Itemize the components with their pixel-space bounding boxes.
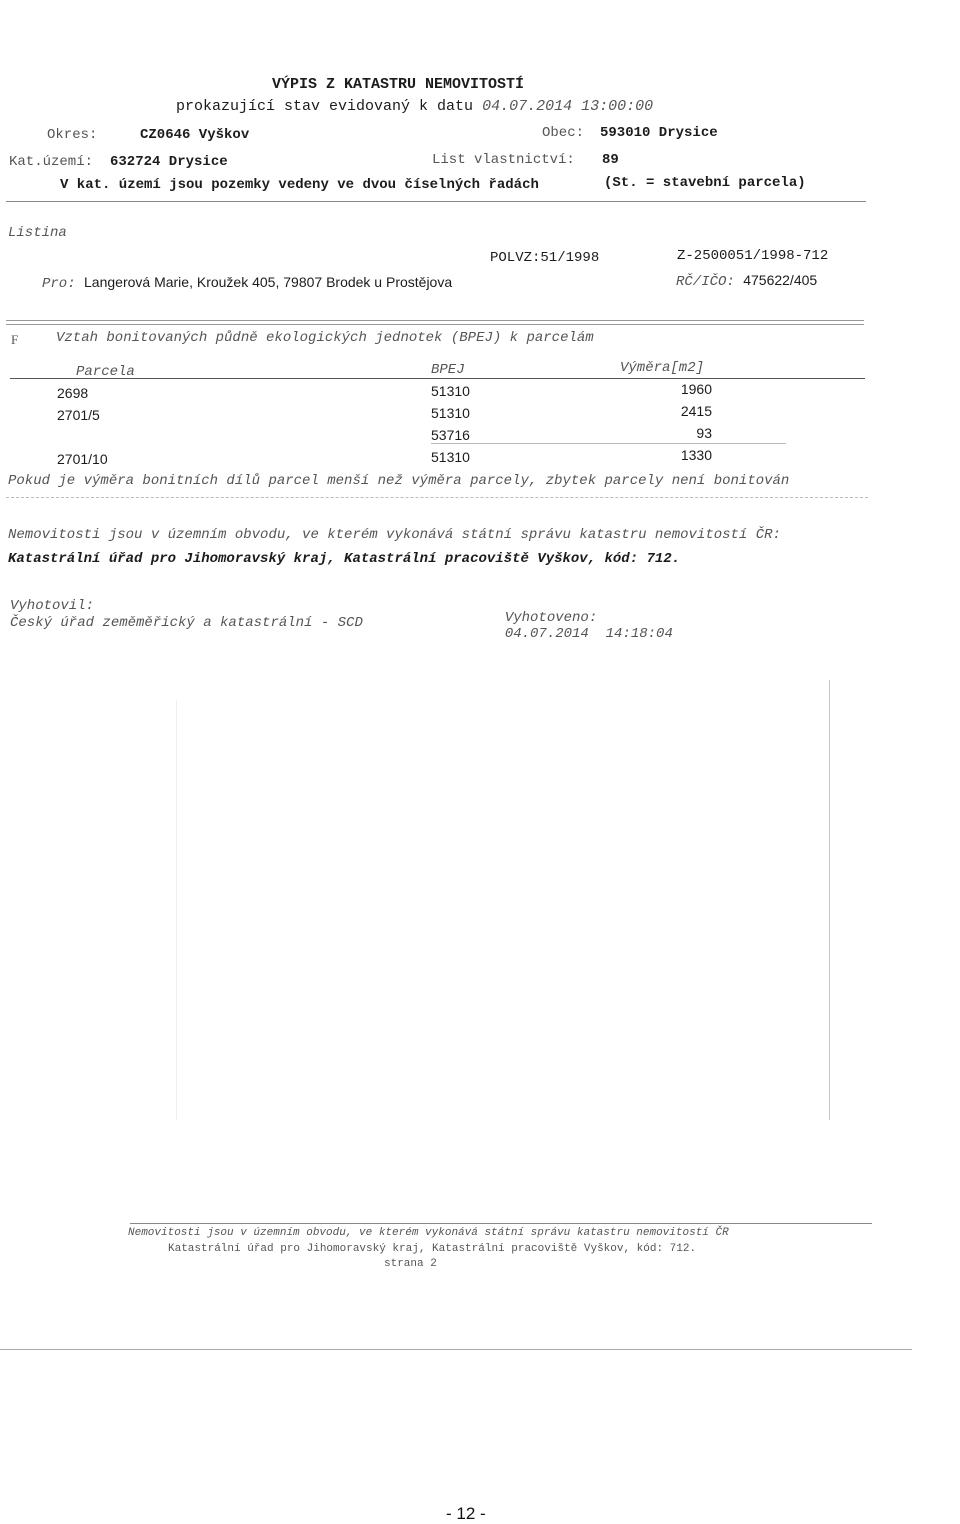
scan-mark-left (176, 700, 177, 1120)
issued-on-value: 04.07.2014 14:18:04 (504, 626, 673, 642)
pro-line (42, 274, 452, 292)
issued-on (488, 594, 673, 642)
okres-value: CZ0646 Vyškov (140, 127, 250, 143)
issued-by-value: Český úřad zeměměřický a katastrální - SCD (10, 615, 363, 631)
table-row-1-bpej: 51310 (431, 383, 470, 399)
section-divider-top (6, 320, 864, 321)
footer-page-label: strana 2 (384, 1258, 437, 1270)
rc-value: 475622/405 (743, 272, 818, 288)
issued-by-label: Vyhotovil: (10, 598, 95, 614)
pro-label: Pro: (42, 276, 76, 292)
numbering-note: V kat. území jsou pozemky vedeny ve dvou číselných řadách (60, 177, 539, 193)
table-header-line (10, 378, 865, 379)
z-number: Z-2500051/1998-712 (677, 248, 829, 264)
katuzemi-label: Kat.území: (9, 154, 94, 170)
table-row-4-vymera: 1330 (680, 447, 712, 463)
table-row-3-bpej: 53716 (431, 427, 470, 443)
authority-line2: Katastrální úřad pro Jihomoravský kraj, Katastrální pracoviště Vyškov, kód: 712. (8, 551, 681, 567)
lv-label: List vlastnictví: (432, 152, 575, 168)
pro-value: Langerová Marie, Kroužek 405, 79807 Brodek u Prostějova (84, 274, 453, 290)
page-bottom-line (0, 1349, 912, 1350)
section-divider-bottom (6, 324, 864, 325)
subtitle-datetime: 04.07.2014 13:00:00 (482, 98, 654, 115)
column-vymera: Výměra[m2] (620, 360, 705, 376)
bonitace-note: Pokud je výměra bonitních dílů parcel menší než výměra parcely, zbytek parcely není bonitován (8, 473, 790, 489)
section-letter: F (11, 332, 19, 347)
table-row-2-bpej: 51310 (431, 405, 470, 421)
subtotal-line (431, 443, 786, 444)
page-number: - 12 - (446, 1504, 486, 1523)
table-row-3-vymera: 93 (696, 425, 712, 441)
header-divider (6, 201, 866, 202)
polvz-number: POLVZ:51/1998 (490, 250, 600, 266)
table-row-1-vymera: 1960 (680, 381, 712, 397)
rc-line (676, 272, 817, 290)
column-parcela: Parcela (76, 364, 135, 380)
note-divider (6, 497, 868, 498)
footer-divider (130, 1223, 872, 1224)
document-title: VÝPIS Z KATASTRU NEMOVITOSTÍ (272, 76, 525, 93)
obec-label: Obec: (542, 125, 585, 141)
rc-label: RČ/IČO: (676, 274, 735, 290)
section-title: Vztah bonitovaných půdně ekologických jednotek (BPEJ) k parcelám (56, 330, 594, 346)
scan-mark-right (829, 680, 830, 1120)
footer-line1: Nemovitosti jsou v územním obvodu, ve kterém vykonává státní správu katastru nemovitostí ČR (128, 1227, 729, 1239)
okres-label: Okres: (47, 127, 98, 143)
subtitle (176, 98, 653, 115)
column-bpej: BPEJ (431, 362, 465, 378)
table-row-4-bpej: 51310 (431, 449, 470, 465)
lv-value: 89 (602, 152, 619, 168)
table-row-2-parcela: 2701/5 (57, 407, 100, 423)
authority-line1: Nemovitosti jsou v územním obvodu, ve kterém vykonává státní správu katastru nemovitostí ČR: (8, 527, 781, 543)
issued-on-label: Vyhotoveno: (504, 610, 598, 626)
katuzemi-value: 632724 Drysice (110, 154, 228, 170)
table-row-1-parcela: 2698 (57, 385, 89, 401)
obec-value: 593010 Drysice (600, 125, 718, 141)
subtitle-prefix: prokazující stav evidovaný k datu (176, 98, 474, 115)
table-row-4-parcela: 2701/10 (57, 451, 108, 467)
listina-heading: Listina (8, 225, 67, 241)
table-row-2-vymera: 2415 (680, 403, 712, 419)
footer-line2: Katastrální úřad pro Jihomoravský kraj, Katastrální pracoviště Vyškov, kód: 712. (168, 1243, 697, 1255)
st-note: (St. = stavební parcela) (604, 175, 806, 191)
